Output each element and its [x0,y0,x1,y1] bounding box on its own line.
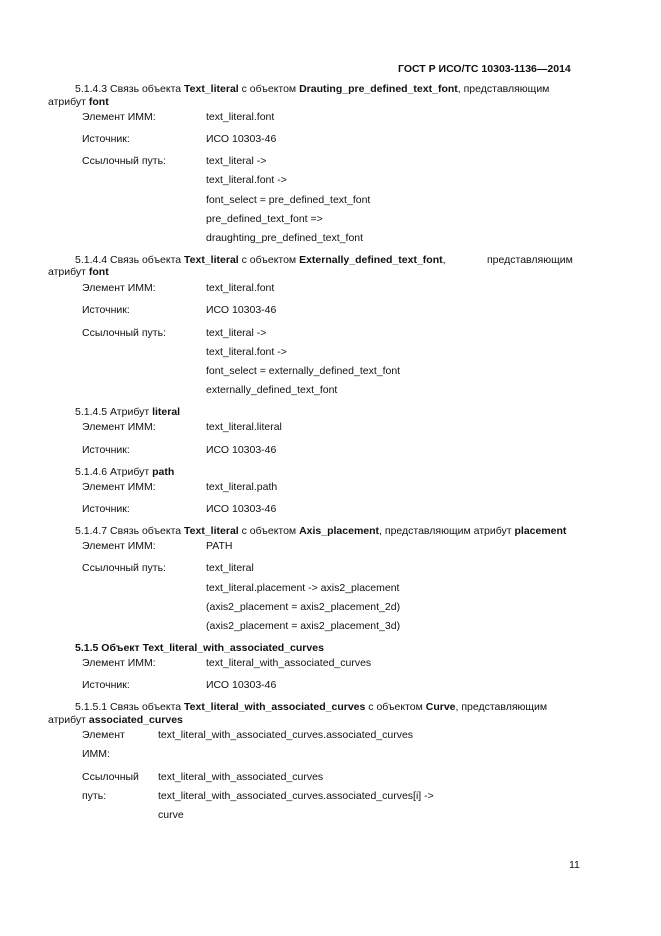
text-run: 5.1.4.7 Связь объекта [75,525,185,537]
attribute-name: path [152,466,175,478]
source-value: ИСО 10303-46 [206,679,277,691]
attribute-name: literal [152,406,181,418]
imm-value: PATH [206,540,233,552]
entity-name: Text_literal [184,83,239,95]
ref-path-line: curve [158,809,184,821]
section-5-1-4-6-title [75,466,174,479]
imm-value: text_literal_with_associated_curves.associated_curves [158,729,414,741]
source-label: Источник: [82,503,130,515]
ref-path-line: text_literal_with_associated_curves [158,771,324,783]
imm-label: Элемент ИММ: [82,111,156,123]
page-number: 11 [569,859,580,871]
entity-name: Text_literal [184,254,239,266]
imm-label: Элемент ИММ: [82,481,156,493]
attribute-name: associated_curves [88,714,183,726]
ref-path-line: font_select = externally_defined_text_font [206,365,401,377]
imm-label-line1: Элемент [82,729,125,741]
source-label: Источник: [82,304,130,316]
section-5-1-5-1-title [75,701,547,714]
ref-path-label-line2: путь: [82,790,107,802]
section-5-1-5-1-title-cont [48,714,183,727]
imm-label: Элемент ИММ: [82,657,156,669]
document-header: ГОСТ Р ИСО/ТС 10303-1136—2014 [398,63,571,75]
ref-path-label: Ссылочный путь: [82,562,166,574]
imm-value: text_literal.font [206,282,275,294]
ref-path-line: (axis2_placement = axis2_placement_2d) [206,601,401,613]
imm-label: Элемент ИММ: [82,282,156,294]
section-5-1-5-heading: 5.1.5 Объект Text_literal_with_associated_curves [75,642,324,654]
text-run: 5.1.4.3 Связь объекта [75,83,185,95]
imm-value: text_literal.literal [206,421,282,433]
entity-name: Text_literal_with_associated_curves [184,701,366,713]
ref-path-label-line1: Ссылочный [82,771,139,783]
text-run: атрибут [48,96,89,108]
ref-path-line: text_literal -> [206,327,267,339]
ref-path-label: Ссылочный путь: [82,327,166,339]
entity-name: Text_literal [184,525,239,537]
source-value: ИСО 10303-46 [206,304,277,316]
ref-path-line: text_literal.font -> [206,174,287,186]
attribute-name: placement [514,525,567,537]
section-5-1-4-7-title [75,525,566,538]
text-run: атрибут [48,266,89,278]
imm-value: text_literal.font [206,111,275,123]
imm-label: Элемент ИММ: [82,421,156,433]
text-run: атрибут [48,714,89,726]
text-run: с объектом [238,83,300,95]
ref-path-line: text_literal.placement -> axis2_placement [206,582,400,594]
text-run: , представляющим атрибут [379,525,515,537]
ref-path-line: text_literal -> [206,155,267,167]
ref-path-line: text_literal [206,562,254,574]
ref-path-line: (axis2_placement = axis2_placement_3d) [206,620,401,632]
entity-name: Drauting_pre_defined_text_font [299,83,458,95]
section-5-1-4-5-title [75,406,180,419]
ref-path-line: text_literal_with_associated_curves.associated_curves[i] -> [158,790,434,802]
ref-path-line: font_select = pre_defined_text_font [206,194,371,206]
section-5-1-4-3-title [75,83,549,96]
source-label: Источник: [82,444,130,456]
section-5-1-4-3-title-cont [48,96,109,109]
source-value: ИСО 10303-46 [206,133,277,145]
section-5-1-4-4-title-cont [48,266,109,279]
imm-value: text_literal.path [206,481,278,493]
ref-path-line: text_literal.font -> [206,346,287,358]
imm-value: text_literal_with_associated_curves [206,657,372,669]
text-run: представляющим [487,254,573,266]
ref-path-line: pre_defined_text_font => [206,213,323,225]
text-run: , [442,254,446,266]
text-run: с объектом [238,254,300,266]
text-run: 5.1.4.4 Связь объекта [75,254,185,266]
attribute-name: font [88,96,109,108]
entity-name: Axis_placement [299,525,380,537]
imm-label-line2: ИММ: [82,748,110,760]
section-5-1-4-4-title [75,254,446,267]
text-run: , представляющим [457,83,550,95]
source-value: ИСО 10303-46 [206,444,277,456]
source-label: Источник: [82,679,130,691]
text-run: с объектом [238,525,300,537]
ref-path-line: externally_defined_text_font [206,384,338,396]
entity-name: Curve [425,701,456,713]
imm-label: Элемент ИММ: [82,540,156,552]
source-label: Источник: [82,133,130,145]
ref-path-label: Ссылочный путь: [82,155,166,167]
text-run: 5.1.4.5 Атрибут [75,406,153,418]
attribute-name: font [88,266,109,278]
ref-path-line: draughting_pre_defined_text_font [206,232,364,244]
text-run: , представляющим [455,701,548,713]
text-run: 5.1.4.6 Атрибут [75,466,153,478]
entity-name: Externally_defined_text_font [299,254,443,266]
text-run: с объектом [365,701,426,713]
text-run: 5.1.5.1 Связь объекта [75,701,185,713]
source-value: ИСО 10303-46 [206,503,277,515]
